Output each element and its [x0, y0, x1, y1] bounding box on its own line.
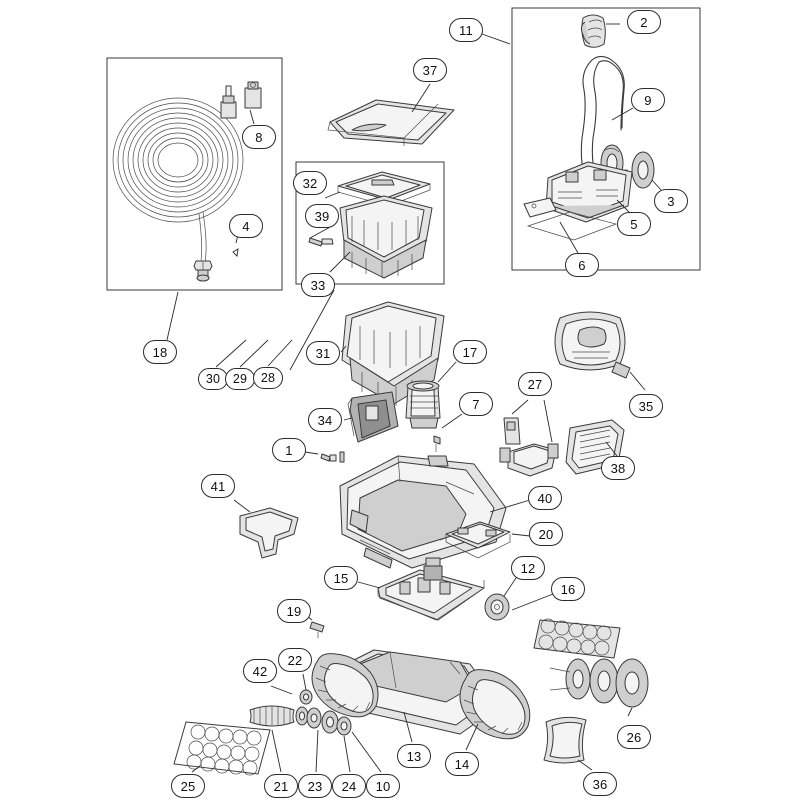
callout-16[interactable]: 16: [551, 577, 585, 601]
callout-10[interactable]: 10: [366, 774, 400, 798]
callout-31[interactable]: 31: [306, 341, 340, 365]
callout-19[interactable]: 19: [277, 599, 311, 623]
callout-40[interactable]: 40: [528, 486, 562, 510]
callout-29[interactable]: 29: [225, 368, 255, 390]
callout-15[interactable]: 15: [324, 566, 358, 590]
callout-35[interactable]: 35: [629, 394, 663, 418]
callout-37[interactable]: 37: [413, 58, 447, 82]
callout-38[interactable]: 38: [601, 456, 635, 480]
callout-42[interactable]: 42: [243, 659, 277, 683]
callout-3[interactable]: 3: [654, 189, 688, 213]
callout-1[interactable]: 1: [272, 438, 306, 462]
callout-25[interactable]: 25: [171, 774, 205, 798]
callout-41[interactable]: 41: [201, 474, 235, 498]
callout-34[interactable]: 34: [308, 408, 342, 432]
callout-24[interactable]: 24: [332, 774, 366, 798]
callout-6[interactable]: 6: [565, 253, 599, 277]
callout-26[interactable]: 26: [617, 725, 651, 749]
callout-21[interactable]: 21: [264, 774, 298, 798]
callout-20[interactable]: 20: [529, 522, 563, 546]
callout-13[interactable]: 13: [397, 744, 431, 768]
callout-36[interactable]: 36: [583, 772, 617, 796]
callout-2[interactable]: 2: [627, 10, 661, 34]
callout-9[interactable]: 9: [631, 88, 665, 112]
callout-7[interactable]: 7: [459, 392, 493, 416]
callout-4[interactable]: 4: [229, 214, 263, 238]
callout-27[interactable]: 27: [518, 372, 552, 396]
callout-12[interactable]: 12: [511, 556, 545, 580]
callout-18[interactable]: 18: [143, 340, 177, 364]
callout-17[interactable]: 17: [453, 340, 487, 364]
callout-5[interactable]: 5: [617, 212, 651, 236]
callout-32[interactable]: 32: [293, 171, 327, 195]
callout-39[interactable]: 39: [305, 204, 339, 228]
callout-22[interactable]: 22: [278, 648, 312, 672]
callout-30[interactable]: 30: [198, 368, 228, 390]
callout-23[interactable]: 23: [298, 774, 332, 798]
callout-14[interactable]: 14: [445, 752, 479, 776]
callout-28[interactable]: 28: [253, 367, 283, 389]
callout-11[interactable]: 11: [449, 18, 483, 42]
callout-8[interactable]: 8: [242, 125, 276, 149]
callout-33[interactable]: 33: [301, 273, 335, 297]
